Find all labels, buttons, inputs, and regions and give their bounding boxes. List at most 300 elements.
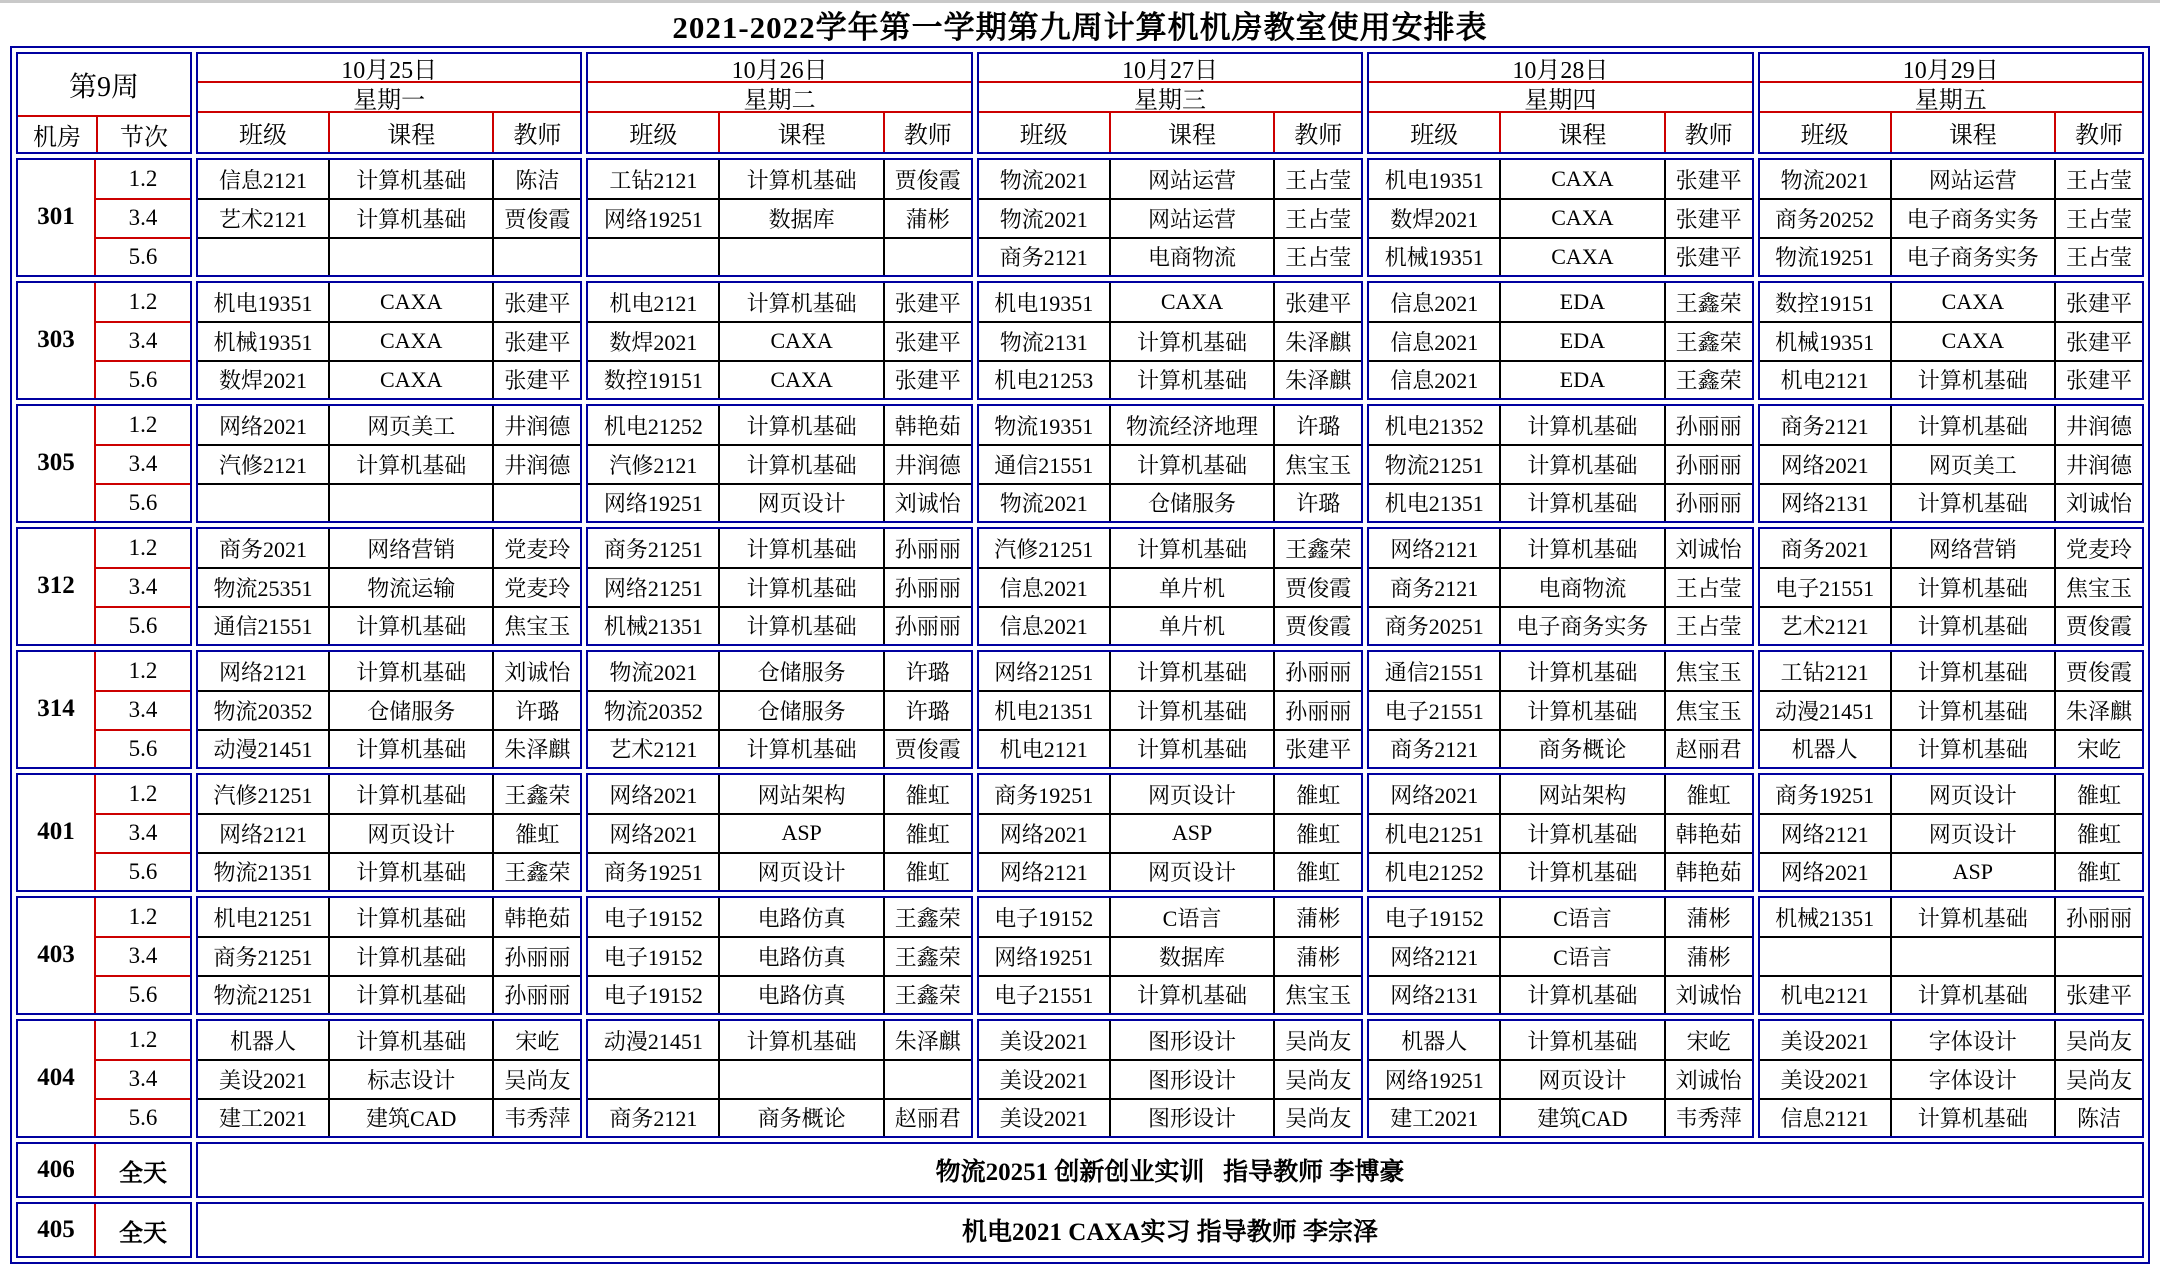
teacher-cell: 蒲彬 [1273,898,1361,936]
class-cell: 美设2021 [1760,1059,1890,1097]
teacher-cell: 张建平 [2054,283,2142,321]
teacher-cell: 刘诚怡 [1664,975,1752,1013]
teacher-cell: 孙丽丽 [883,567,971,605]
class-cell: 物流2021 [609,659,698,685]
course-cell: 网页设计 [1890,775,2054,813]
day-schedule-block [977,158,1363,277]
class-cell [1760,936,1890,974]
day-schedule-block [1758,773,2144,892]
room-label-block [16,1019,192,1138]
class-cell: 商务21251 [198,936,328,974]
teacher-cell: 吴尚友 [2054,1059,2142,1097]
course-cell: EDA [1499,321,1663,359]
course-cell: 单片机 [1109,606,1273,644]
period-column-header: 节次 [96,115,190,152]
period-cell: 5.6 [96,1098,190,1136]
teacher-cell: 孙丽丽 [492,975,580,1013]
teacher-cell: 王鑫荣 [883,975,971,1013]
period-cell: 5.6 [96,237,190,275]
teacher-cell: 张建平 [2054,360,2142,398]
course-cell: 计算机基础 [328,898,492,936]
class-cell: 商务2121 [979,237,1109,275]
teacher-cell: 赵丽君 [1664,729,1752,767]
course-cell [328,237,492,275]
course-cell [718,1059,882,1097]
room-number: 301 [18,160,96,275]
teacher-cell: 吴尚友 [1273,1098,1361,1136]
class-cell: 机械21351 [1775,905,1875,931]
class-cell: 电子21551 [1760,567,1890,605]
class-cell: 网络19251 [588,483,718,521]
teacher-cell: 孙丽丽 [883,529,971,567]
class-cell: 艺术2121 [588,729,718,767]
course-cell: 计算机基础 [718,729,882,767]
class-cell: 物流21251 [1369,444,1499,482]
class-cell: 机电21251 [213,905,313,931]
teacher-cell: 雒虹 [2054,775,2142,813]
course-cell: 字体设计 [1890,1059,2054,1097]
course-cell: 计算机基础 [1109,975,1273,1013]
class-cell: 信息2021 [979,606,1109,644]
column-header-course-cell: 课程 [328,113,492,152]
course-cell [1890,936,2054,974]
teacher-cell: 孙丽丽 [1273,690,1361,728]
class-cell: 物流2021 [999,167,1088,193]
class-cell: 通信21551 [979,444,1109,482]
course-cell: 计算机基础 [1890,567,2054,605]
course-cell: 物流运输 [328,567,492,605]
class-cell: 美设2021 [979,1059,1109,1097]
course-cell: 网页美工 [1890,444,2054,482]
period-cell: 全天 [119,1220,167,1247]
class-cell: 数焊2021 [198,360,328,398]
period-cell: 3.4 [96,936,190,974]
teacher-cell: 焦宝玉 [1664,690,1752,728]
teacher-cell: 王占莹 [1664,567,1752,605]
teacher-cell: 韩艳茹 [1664,813,1752,851]
teacher-cell: 张建平 [1273,283,1361,321]
teacher-cell: 朱泽麒 [492,729,580,767]
teacher-cell: 孙丽丽 [1664,406,1752,444]
day-schedule-block [1367,281,1753,400]
room-number: 406 [18,1144,96,1196]
class-cell: 电子21551 [979,975,1109,1013]
teacher-cell: 贾俊霞 [1273,606,1361,644]
teacher-cell: 孙丽丽 [1664,444,1752,482]
class-cell: 机械21351 [588,606,718,644]
class-cell: 汽修21251 [994,536,1094,562]
teacher-cell: 陈洁 [2054,1098,2142,1136]
period-cell: 全天 [119,1160,167,1187]
teacher-cell: 宋屹 [2054,729,2142,767]
course-cell: 商务概论 [1499,729,1663,767]
teacher-cell: 刘诚怡 [2054,483,2142,521]
class-cell: 机电19351 [994,290,1094,316]
room-row-314 [16,650,2144,769]
class-cell: 美设2021 [979,1098,1109,1136]
teacher-cell: 王占莹 [1273,198,1361,236]
day-header-block-3 [977,52,1363,154]
room-label-block [16,773,192,892]
class-cell: 信息2121 [218,167,307,193]
period-cell: 5.6 [96,483,190,521]
teacher-cell: 张建平 [2054,975,2142,1013]
teacher-cell: 井润德 [2054,406,2142,444]
teacher-cell: 孙丽丽 [492,936,580,974]
course-cell: 网页设计 [1109,775,1273,813]
course-cell: 计算机基础 [718,606,882,644]
course-cell: 计算机基础 [328,198,492,236]
course-cell: 计算机基础 [328,1021,492,1059]
class-cell: 物流21251 [198,975,328,1013]
day-schedule-block [196,1019,582,1138]
room-number: 303 [18,283,96,398]
course-cell: 仓储服务 [328,690,492,728]
class-cell: 物流20352 [198,690,328,728]
weekday-label: 星期五 [1760,83,2142,113]
course-cell: 网页设计 [1109,852,1273,890]
course-cell: CAXA [1499,237,1663,275]
column-header-class-cell: 班级 [1019,123,1068,149]
day-schedule-block [1758,896,2144,1015]
teacher-cell: 井润德 [2054,444,2142,482]
course-cell: 电路仿真 [718,936,882,974]
course-cell: CAXA [328,321,492,359]
day-schedule-block [586,281,972,400]
page-title: 2021-2022学年第一学期第九周计算机机房教室使用安排表 [0,0,2160,46]
class-cell: 网络2021 [588,813,718,851]
class-cell: 机电21252 [603,413,703,439]
teacher-cell [883,1059,971,1097]
course-cell: 数据库 [718,198,882,236]
period-cell: 3.4 [96,1059,190,1097]
period-cell: 1.2 [128,781,158,807]
teacher-cell: 许璐 [883,652,971,690]
column-header-class-cell: 班级 [239,123,287,149]
teacher-cell: 张建平 [1664,237,1752,275]
course-cell: C语言 [1499,936,1663,974]
class-cell: 机电21351 [979,690,1109,728]
day-schedule-block [1758,1019,2144,1138]
class-cell: 信息2021 [1390,290,1479,316]
room-row-305 [16,404,2144,523]
class-cell: 机电2121 [1760,360,1890,398]
course-cell: 网络营销 [328,529,492,567]
class-cell: 网络19251 [588,198,718,236]
weekday-label: 星期二 [588,83,970,113]
course-cell: 网站运营 [1890,160,2054,198]
teacher-cell: 党麦玲 [492,567,580,605]
room-row-404 [16,1019,2144,1138]
course-cell: 计算机基础 [1109,444,1273,482]
course-cell: 计算机基础 [328,160,492,198]
class-cell: 网络2021 [1760,852,1890,890]
course-cell: 图形设计 [1109,1098,1273,1136]
day-header-block-4 [1367,52,1753,154]
course-cell: 计算机基础 [1109,321,1273,359]
class-cell: 汽修2121 [198,444,328,482]
class-cell: 艺术2121 [198,198,328,236]
teacher-cell: 张建平 [492,283,580,321]
day-schedule-block [586,896,972,1015]
class-cell: 工钻2121 [1780,659,1869,685]
class-cell: 机电2121 [979,729,1109,767]
day-schedule-block [977,773,1363,892]
day-schedule-block [586,158,972,277]
teacher-cell: 贾俊霞 [883,729,971,767]
class-cell: 网络21251 [994,659,1094,685]
class-cell: 网络2021 [609,782,698,808]
teacher-cell: 许璐 [1273,483,1361,521]
teacher-cell: 许璐 [1273,406,1361,444]
day-schedule-block [586,1019,972,1138]
teacher-cell [883,237,971,275]
room-row-403 [16,896,2144,1015]
class-cell: 机电19351 [1384,167,1484,193]
column-header-class-cell: 班级 [629,123,678,149]
course-cell: 计算机基础 [718,283,882,321]
teacher-cell: 刘诚怡 [883,483,971,521]
date-label: 10月27日 [979,54,1361,83]
class-cell: 物流25351 [198,567,328,605]
course-cell: 计算机基础 [1499,813,1663,851]
day-schedule-block [196,404,582,523]
class-cell: 电子21551 [1369,690,1499,728]
teacher-cell: 雒虹 [883,852,971,890]
course-cell: 电路仿真 [718,975,882,1013]
course-cell: CAXA [1890,283,2054,321]
class-cell: 物流2131 [979,321,1109,359]
period-cell: 1.2 [128,535,158,561]
class-cell: 电子19152 [588,975,718,1013]
class-cell: 机械19351 [198,321,328,359]
room-row-301 [16,158,2144,277]
class-cell: 网络2121 [979,852,1109,890]
room-label-block [16,281,192,400]
date-label: 10月26日 [588,54,970,83]
full-day-text: 物流20251 创新创业实训 指导教师 李博豪 [196,1142,2144,1198]
course-cell: CAXA [718,360,882,398]
teacher-cell: 张建平 [1273,729,1361,767]
teacher-cell: 蒲彬 [1664,936,1752,974]
teacher-cell: 朱泽麒 [1273,321,1361,359]
class-cell: 商务2021 [1780,536,1869,562]
period-cell: 1.2 [128,412,158,438]
period-cell: 1.2 [128,289,158,315]
period-cell: 5.6 [96,975,190,1013]
teacher-cell: 张建平 [883,283,971,321]
course-cell: 计算机基础 [1890,898,2054,936]
class-cell: 网络19251 [1369,1059,1499,1097]
class-cell: 物流19351 [994,413,1094,439]
teacher-cell: 雒虹 [883,813,971,851]
weekday-label: 星期四 [1369,83,1751,113]
room-number: 401 [18,775,96,890]
class-cell: 网络19251 [979,936,1109,974]
class-cell: 商务2121 [1780,413,1869,439]
class-cell: 机器人 [229,1028,296,1054]
teacher-cell: 焦宝玉 [1273,444,1361,482]
course-cell: 计算机基础 [1499,483,1663,521]
course-cell: 计算机基础 [328,852,492,890]
teacher-cell: 王鑫荣 [492,852,580,890]
teacher-cell: 蒲彬 [883,198,971,236]
room-label-block [16,1202,192,1258]
class-cell: 机器人 [1760,729,1890,767]
class-cell: 机电21352 [1384,413,1484,439]
room-label-block [16,896,192,1015]
teacher-cell: 张建平 [883,321,971,359]
day-schedule-block [586,650,972,769]
course-cell: 计算机基础 [1499,529,1663,567]
class-cell: 物流2021 [979,483,1109,521]
class-cell: 电子19152 [588,936,718,974]
column-header-teacher-cell: 教师 [2054,113,2142,152]
class-cell: 动漫21451 [603,1028,703,1054]
teacher-cell: 焦宝玉 [1273,975,1361,1013]
day-header-block-1 [196,52,582,154]
class-cell: 网络2021 [218,413,307,439]
teacher-cell: 王鑫荣 [1664,321,1752,359]
class-cell: 机电2121 [1760,975,1890,1013]
course-cell: 仓储服务 [718,690,882,728]
class-cell: 机电21252 [1369,852,1499,890]
course-cell: 计算机基础 [1499,652,1663,690]
teacher-cell: 王占莹 [1664,606,1752,644]
course-cell: 仓储服务 [1109,483,1273,521]
class-cell: 网络2121 [218,659,307,685]
column-header-course-cell: 课程 [718,113,882,152]
class-cell: 机电2121 [609,290,698,316]
teacher-cell: 孙丽丽 [1273,652,1361,690]
class-cell: 动漫21451 [1760,690,1890,728]
day-schedule-block [1758,281,2144,400]
full-day-row-405 [16,1202,2144,1258]
day-schedule-block [977,896,1363,1015]
teacher-cell [492,237,580,275]
teacher-cell: 张建平 [492,360,580,398]
class-cell: 机电19351 [213,290,313,316]
teacher-cell: 贾俊霞 [492,198,580,236]
course-cell: 计算机基础 [1890,690,2054,728]
course-cell: CAXA [1499,160,1663,198]
course-cell: 电子商务实务 [1890,198,2054,236]
teacher-cell: 宋屹 [1664,1021,1752,1059]
teacher-cell: 焦宝玉 [2054,567,2142,605]
teacher-cell: 朱泽麒 [2054,690,2142,728]
course-cell: 电子商务实务 [1499,606,1663,644]
teacher-cell: 张建平 [492,321,580,359]
class-cell: 网络2121 [1760,813,1890,851]
class-cell: 美设2021 [198,1059,328,1097]
teacher-cell: 韩艳茹 [1664,852,1752,890]
teacher-cell: 贾俊霞 [1273,567,1361,605]
course-cell: 计算机基础 [1890,360,2054,398]
course-cell: CAXA [328,360,492,398]
day-schedule-block [1367,404,1753,523]
teacher-cell: 雒虹 [883,775,971,813]
course-cell: CAXA [1109,283,1273,321]
course-cell: 电子商务实务 [1890,237,2054,275]
class-cell: 汽修21251 [213,782,313,808]
class-cell: 信息2021 [1369,321,1499,359]
class-cell [198,237,328,275]
room-number: 403 [18,898,96,1013]
teacher-cell: 张建平 [1664,160,1752,198]
course-cell: 网页设计 [328,813,492,851]
course-cell: 图形设计 [1109,1021,1273,1059]
course-cell: 计算机基础 [1109,360,1273,398]
day-schedule-block [977,404,1363,523]
day-schedule-block [196,896,582,1015]
class-cell: 机电21351 [1369,483,1499,521]
class-cell: 艺术2121 [1760,606,1890,644]
room-label-block [16,650,192,769]
course-cell: 计算机基础 [1109,529,1273,567]
room-row-312 [16,527,2144,646]
day-schedule-block [977,281,1363,400]
course-cell: CAXA [328,283,492,321]
class-cell: 美设2021 [999,1028,1088,1054]
teacher-cell: 焦宝玉 [1664,652,1752,690]
course-cell: 建筑CAD [1499,1098,1663,1136]
room-number: 405 [18,1204,96,1256]
class-cell: 汽修2121 [588,444,718,482]
course-cell: 数据库 [1109,936,1273,974]
teacher-cell: 王占莹 [2054,198,2142,236]
teacher-cell: 刘诚怡 [492,652,580,690]
course-cell: ASP [718,813,882,851]
teacher-cell: 雒虹 [1273,852,1361,890]
course-cell: 图形设计 [1109,1059,1273,1097]
class-cell: 物流21351 [198,852,328,890]
course-cell: 商务概论 [718,1098,882,1136]
course-cell: 网站架构 [1499,775,1663,813]
course-cell: 网页美工 [328,406,492,444]
course-cell: 计算机基础 [1109,652,1273,690]
class-cell: 网络2121 [1390,536,1479,562]
course-cell: 网页设计 [718,483,882,521]
class-cell: 机电21253 [979,360,1109,398]
course-cell: 计算机基础 [1890,1098,2054,1136]
course-cell: 网站运营 [1109,160,1273,198]
class-cell: 机器人 [1401,1028,1468,1054]
teacher-cell: 雒虹 [1273,775,1361,813]
teacher-cell [2054,936,2142,974]
room-row-401 [16,773,2144,892]
class-cell: 网络2021 [1760,444,1890,482]
teacher-cell: 王鑫荣 [883,898,971,936]
period-cell: 3.4 [96,198,190,236]
class-cell: 网络21251 [588,567,718,605]
day-schedule-block [586,527,972,646]
period-cell: 3.4 [96,444,190,482]
day-schedule-block [196,527,582,646]
room-label-block [16,1142,192,1198]
teacher-cell: 王鑫荣 [1273,529,1361,567]
course-cell: 计算机基础 [718,160,882,198]
course-cell: ASP [1109,813,1273,851]
room-number: 312 [18,529,96,644]
day-subheader [1760,113,2142,152]
full-day-row-406 [16,1142,2144,1198]
teacher-cell: 王占莹 [2054,237,2142,275]
teacher-cell: 贾俊霞 [2054,606,2142,644]
class-cell: 工钻2121 [609,167,698,193]
day-schedule-block [586,404,972,523]
course-cell: 计算机基础 [328,444,492,482]
course-cell: 计算机基础 [718,567,882,605]
